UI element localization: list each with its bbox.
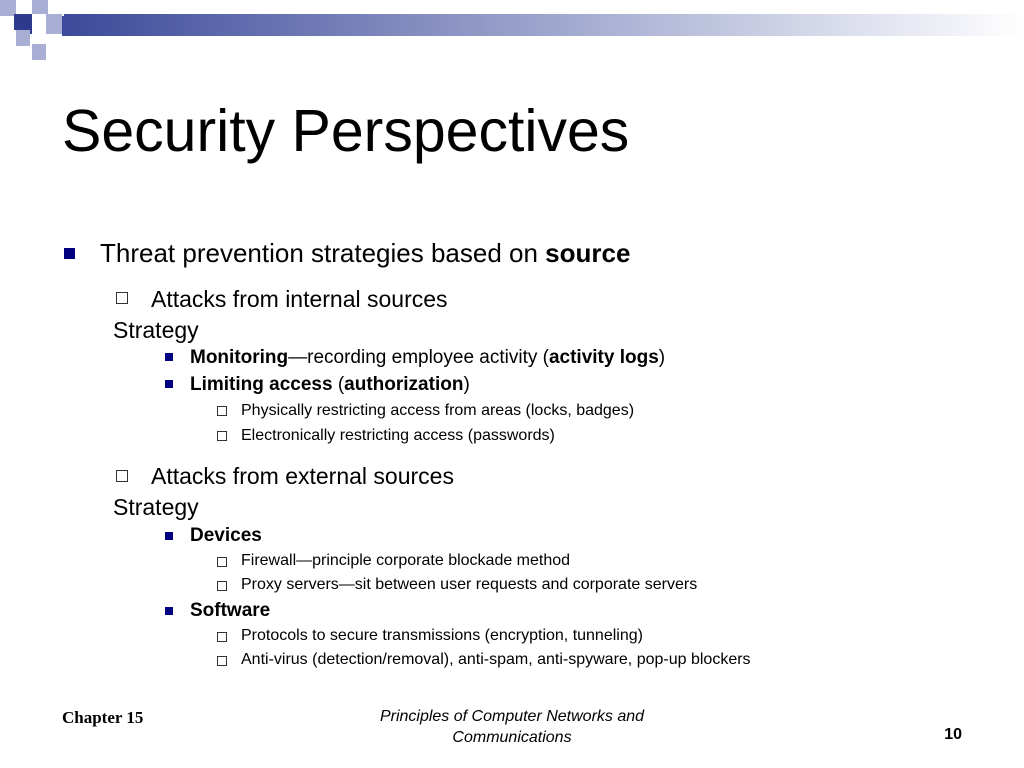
proxy-item: Proxy servers—sit between user requests and corporate servers [241,576,698,593]
hollow-square-bullet-icon [217,656,227,666]
hollow-square-bullet-icon [217,557,227,567]
antivirus-item: Anti-virus (detection/removal), anti-spam, anti-spyware, pop-up blockers [241,651,751,668]
hollow-square-bullet-icon [217,581,227,591]
hollow-square-bullet-icon [217,632,227,642]
hollow-square-bullet-icon [116,470,128,482]
square-bullet-icon [165,380,173,388]
external-heading: Attacks from external sources [151,463,454,489]
physical-restriction-item: Physically restricting access from areas (locks, badges) [241,402,635,419]
devices-item: Devices [190,525,262,546]
limiting-access-item: Limiting access (authorization) [190,374,470,395]
protocols-item: Protocols to secure transmissions (encryption, tunneling) [241,627,643,644]
hollow-square-bullet-icon [217,431,227,441]
square-bullet-icon [165,353,173,361]
software-item: Software [190,600,271,621]
footer-course-title: Principles of Computer Networks and Communications [379,708,645,746]
hollow-square-bullet-icon [217,406,227,416]
slide-title: Security Perspectives [62,98,630,164]
bullet-main: Threat prevention strategies based on source [100,238,631,268]
square-bullet-icon [165,532,173,540]
square-bullet-icon [165,607,173,615]
footer-page-number: 10 [944,726,962,743]
internal-heading: Attacks from internal sources [151,286,448,312]
hollow-square-bullet-icon [116,292,128,304]
square-bullet-icon [64,248,75,259]
electronic-restriction-item: Electronically restricting access (passwords) [241,427,555,444]
internal-strategy-label: Strategy [113,317,199,343]
monitoring-item: Monitoring—recording employee activity (activity logs) [190,347,666,368]
footer-chapter: Chapter 15 [62,708,144,727]
firewall-item: Firewall—principle corporate blockade method [241,552,571,569]
external-strategy-label: Strategy [113,494,199,520]
